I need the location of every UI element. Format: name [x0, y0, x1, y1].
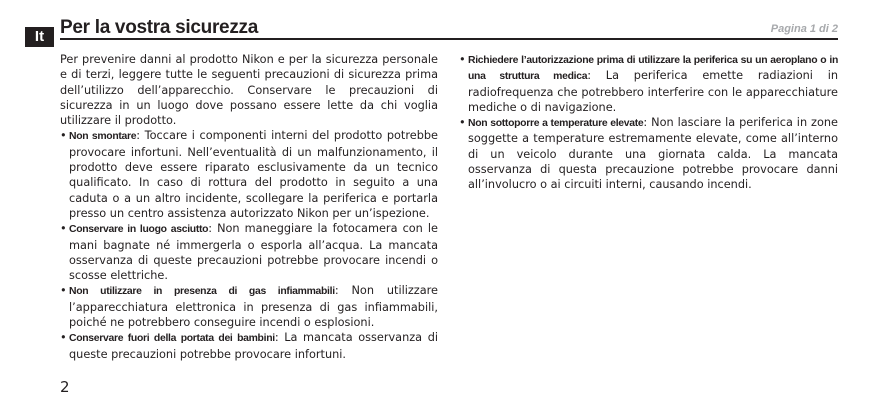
intro-paragraph: Per prevenire danni al prodotto Nikon e per la sicurezza personale e di terzi, leggere tutte le seguenti precauzioni di sicurezza prima dell’utilizzo dell’apparecchio. Conservare le precauzioni di sicurezza in un luogo dove possano essere lette da chi voglia utilizzare il prodotto. — [60, 53, 438, 128]
precaution-item — [459, 115, 838, 192]
precaution-text: : La mancata osservanza di queste precauzioni potrebbe provocare infortuni. — [69, 331, 439, 361]
title-rule — [60, 38, 838, 40]
precaution-item — [459, 52, 838, 115]
page-number: 2 — [60, 378, 70, 396]
precaution-item — [60, 330, 438, 362]
precaution-heading: Non smontare — [69, 131, 137, 143]
page-title: Per la vostra sicurezza — [60, 17, 258, 38]
precaution-item — [60, 283, 438, 330]
precaution-heading: Richiedere l’autorizzazione prima di utilizzare la periferica su un aeroplano o in una struttura medica — [468, 55, 838, 83]
left-column — [60, 52, 438, 362]
precaution-text: : Non lasciare la periferica in zone soggette a temperature estremamente elevate, come all’interno di un veicolo durante una giornata calda. La mancata osservanza di questa precauzione potrebbe provocare danni all’involucro o ai circuiti interni, causando incendi. — [468, 116, 838, 192]
precaution-text: : La periferica emette radiazioni in radiofrequenza che potrebbero interferire con le apparecchiature mediche o di navigazione. — [468, 69, 838, 114]
precaution-list-left — [60, 128, 438, 361]
language-tab: It — [25, 27, 54, 47]
precaution-heading: Conservare in luogo asciutto — [69, 224, 209, 236]
precaution-text: : Non maneggiare la fotocamera con le mani bagnate né immergerla o esporla all’acqua. La mancata osservanza di queste precauzioni potrebbe provocare incendi o scosse elettriche. — [69, 222, 438, 283]
page-indicator: Pagina 1 di 2 — [770, 23, 838, 35]
precaution-text: : Toccare i componenti interni del prodotto potrebbe provocare infortuni. Nell’eventualità di un malfunzionamento, il prodotto deve essere riparato esclusivamente da un tecnico qualificato. In caso di rottura del prodotto in seguito a una caduta o a un altro incidente, scollegare la periferica e portarla presso un centro assistenza autorizzato Nikon per un’ispezione. — [69, 129, 438, 220]
precaution-heading: Non sottoporre a temperature elevate — [468, 118, 644, 130]
precaution-item — [60, 128, 438, 221]
precaution-item — [60, 221, 438, 283]
precaution-text: : Non utilizzare l’apparecchiatura elettronica in presenza di gas infiammabili, poiché ne potrebbero conseguire incendi o esplosioni. — [69, 284, 438, 330]
precaution-list-right — [459, 52, 838, 193]
precaution-heading: Non utilizzare in presenza di gas infiammabili — [69, 286, 335, 298]
precaution-heading: Conservare fuori della portata dei bambini — [69, 333, 275, 345]
right-column — [459, 52, 838, 193]
